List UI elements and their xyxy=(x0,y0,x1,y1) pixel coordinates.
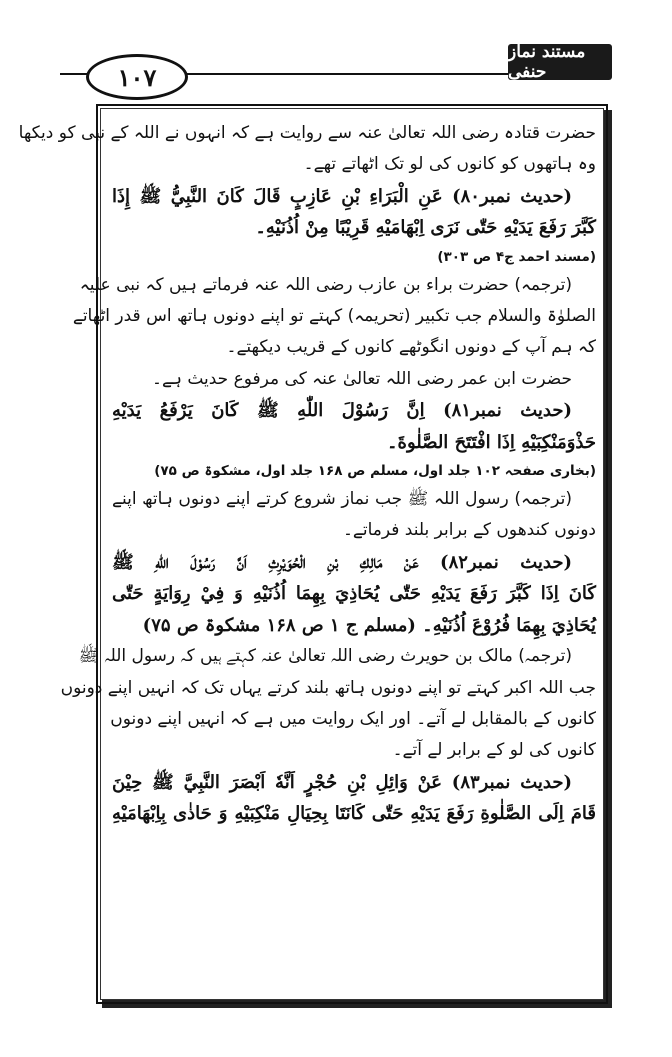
page-body xyxy=(18,118,596,830)
page-number: ١٠٧ xyxy=(86,54,188,100)
translation-line: کانوں کے بالمقابل لے آتے۔ اور ایک روایت میں ہے کہ انہیں اپنے دونوں xyxy=(110,708,596,729)
translation-line: جب اللہ اکبر کہتے تو اپنے دونوں ہاتھ بلند کرتے یہاں تک کہ انہیں اپنے دونوں xyxy=(60,677,596,698)
translation-line: دونوں کندھوں کے برابر بلند فرماتے۔ xyxy=(342,520,596,541)
book-title: مستند نماز حنفی xyxy=(508,44,612,80)
text-line: حضرت ابن عمر رضی اللہ تعالیٰ عنہ کی مرفوع حدیث ہے۔ xyxy=(152,368,572,389)
reference-line: (بخاری صفحہ ۱۰۲ جلد اول، مسلم ص ۱۶۸ جلد اول، مشکوۃ ص ۷۵) xyxy=(154,463,596,480)
hadith-83-line: قَامَ اِلَى الصَّلٰوةِ رَفَعَ يَدَيْهِ حَتّٰى كَانَتَا بِحِيَالِ مَنْكِبَيْهِ وَ حَاذٰى بِاِبْهَامَيْهِ xyxy=(112,803,596,825)
translation-line: الصلوٰۃ والسلام جب تکبیر (تحریمہ) کہتے تو اپنے دونوں ہاتھ اس قدر اٹھاتے xyxy=(72,306,596,327)
hadith-83-line: (حدیث نمبر۸۳) عَنْ وَائِلِ بْنِ حُجْرٍ اَنَّهٗ اَبْصَرَ النَّبِيَّ ﷺ حِيْنَ xyxy=(112,771,572,793)
translation-line: (ترجمہ) مالک بن حویرث رضی اللہ تعالیٰ عنہ کہتے ہیں کہ رسول اللہ ﷺ xyxy=(78,646,572,667)
hadith-80-line: (حدیث نمبر۸۰) عَنِ الْبَرَاءِ بْنِ عَازِبٍ قَالَ كَانَ النَّبِيُّ ﷺ إِذَا xyxy=(112,185,572,207)
text-line: حضرت قتادہ رضی اللہ تعالیٰ عنہ سے روایت ہے کہ انہوں نے اللہ کے نبی کو دیکھا xyxy=(18,123,596,143)
hadith-82-line: (حدیث نمبر۸۲) عَنْ مَالِكِ بْنِ الْحُوَيْرِثِ اَنَّ رَسُوْلَ اللّٰهِ ﷺ xyxy=(112,551,572,573)
hadith-82-line: كَانَ اِذَا كَبَّرَ رَفَعَ يَدَيْهِ حَتّٰى يُحَاذِيَ بِهِمَا اُذُنَيْهِ وَ فِيْ رِوَايَةٍ حَتّٰى xyxy=(112,583,596,605)
translation-line: (ترجمہ) رسول اللہ ﷺ جب نماز شروع کرتے اپنے دونوں ہاتھ اپنے xyxy=(112,489,572,510)
hadith-81-line: (حدیث نمبر۸۱) اِنَّ رَسُوْلَ اللّٰهِ ﷺ كَانَ يَرْفَعُ يَدَيْهِ xyxy=(112,400,573,422)
translation-line: (ترجمہ) حضرت براء بن عازب رضی اللہ عنہ فرماتے ہیں کہ نبی علیہ xyxy=(79,274,572,295)
hadith-81-line: حَذْوَمَنْكِبَيْهِ اِذَا افْتَتَحَ الصَّلٰوةَ۔ xyxy=(386,431,596,453)
hadith-80-line: كَبَّرَ رَفَعَ يَدَيْهِ حَتّٰى نَرَى اِبْهَامَيْهِ قَرِيْبًا مِنْ اُذُنَيْهِ۔ xyxy=(255,217,596,239)
reference-line: (مسند احمد ج۴ ص ۳۰۳) xyxy=(437,248,596,265)
translation-line: کہ ہم آپ کے دونوں انگوٹھے کانوں کے قریب دیکھتے۔ xyxy=(226,337,596,358)
translation-line: کانوں کی لو کے برابر لے آتے۔ xyxy=(392,740,596,761)
text-line: وہ ہاتھوں کو کانوں کی لو تک اٹھاتے تھے۔ xyxy=(303,154,596,175)
hadith-82-line: يُحَاذِيَ بِهِمَا فُرُوْعَ اُذُنَيْهِ۔ (مسلم ج ۱ ص ۱۶۸ مشکوۃ ص ۷۵) xyxy=(142,614,596,636)
